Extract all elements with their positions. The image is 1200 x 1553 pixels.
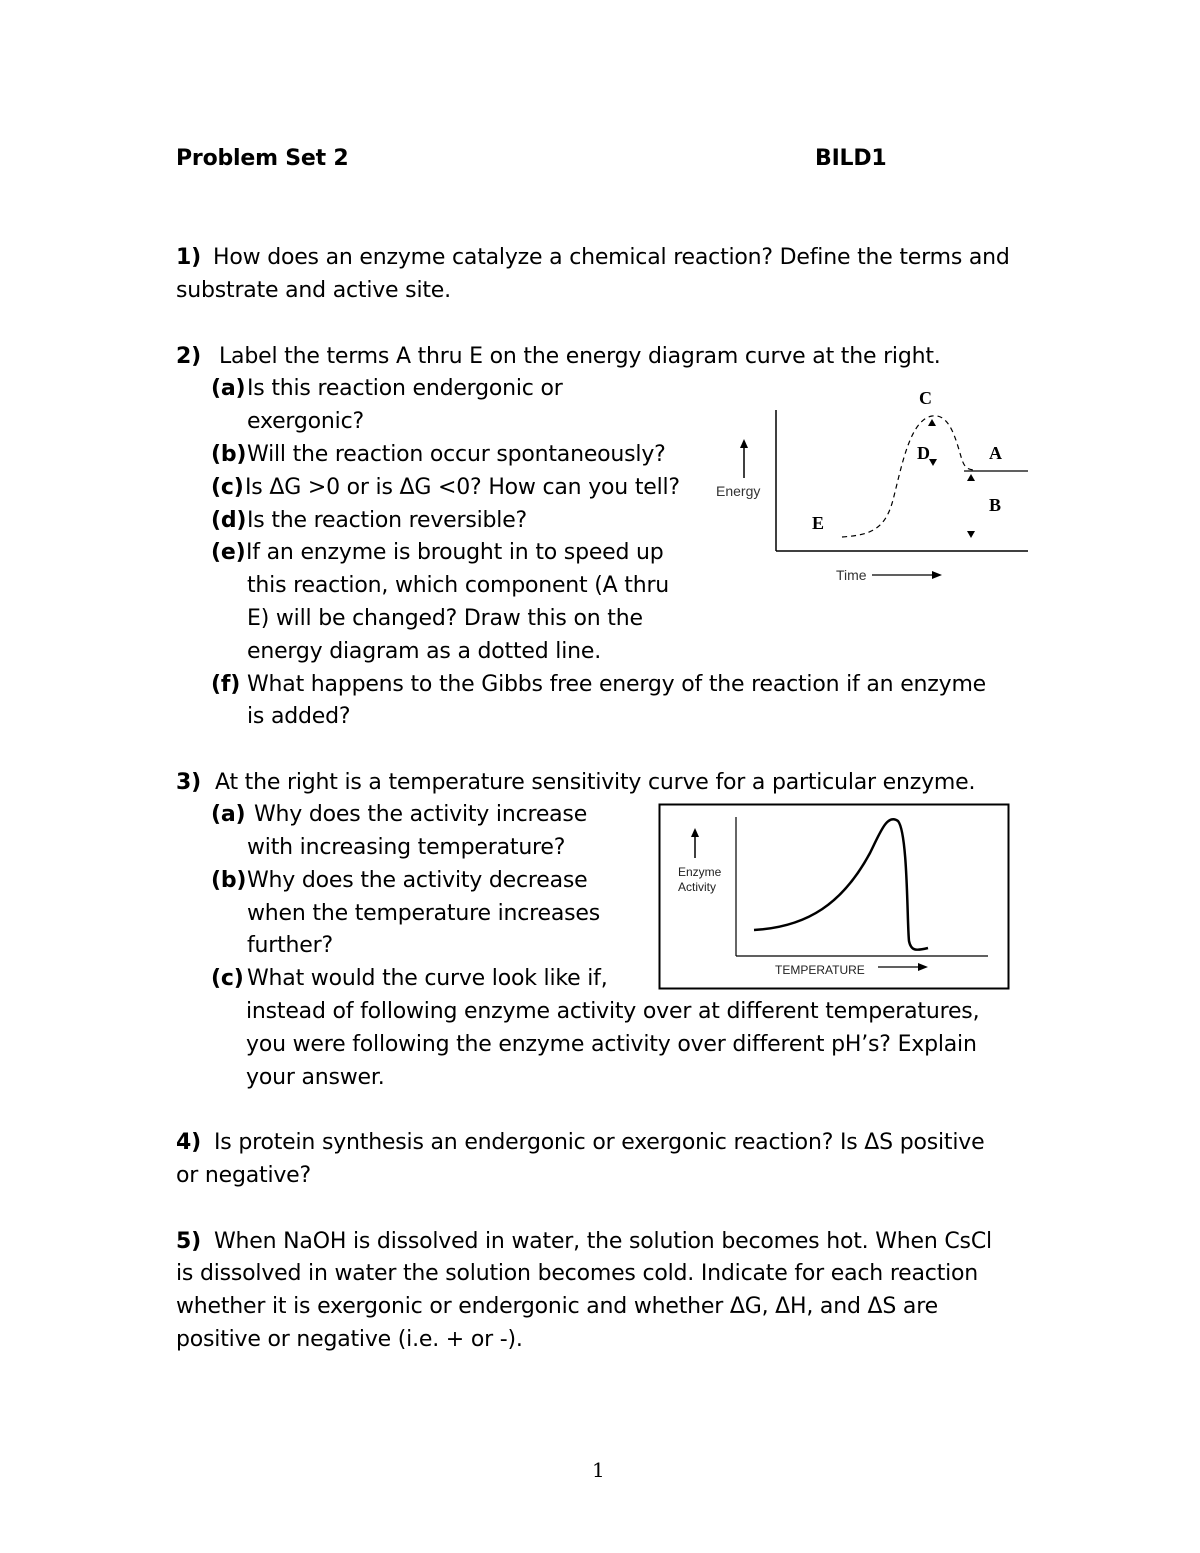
- part-label: (b): [211, 442, 247, 467]
- arrowhead-up: [928, 419, 936, 426]
- part-label: (f): [211, 672, 241, 697]
- part-text: is added?: [247, 704, 351, 729]
- part-text: when the temperature increases: [247, 901, 600, 926]
- label-d: D: [917, 443, 930, 463]
- part-text: What would the curve look like if,: [247, 966, 608, 991]
- course-code: BILD1: [815, 146, 887, 171]
- part-text: Will the reaction occur spontaneously?: [247, 442, 666, 467]
- part-text: you were following the enzyme activity over different pH’s? Explain: [246, 1032, 977, 1057]
- question-number: 2): [176, 344, 201, 369]
- part-text: exergonic?: [247, 409, 364, 434]
- part-text: instead of following enzyme activity over at different temperatures,: [246, 999, 980, 1024]
- part-text: What happens to the Gibbs free energy of the reaction if an enzyme: [247, 672, 987, 697]
- question-text: When NaOH is dissolved in water, the solution becomes hot. When CsCl: [214, 1229, 992, 1254]
- energy-diagram: [700, 380, 1040, 590]
- label-e: E: [812, 513, 825, 533]
- label-c: C: [919, 388, 932, 408]
- part-text: energy diagram as a dotted line.: [247, 639, 602, 664]
- question-text: or negative?: [176, 1163, 311, 1188]
- arrowhead-up: [967, 474, 975, 481]
- question-number: 4): [176, 1130, 201, 1155]
- arrowhead-down: [967, 531, 975, 538]
- arrowhead-down: [929, 459, 937, 466]
- question-text: positive or negative (i.e. + or -).: [176, 1327, 523, 1352]
- question-number: 1): [176, 245, 201, 270]
- label-b: B: [989, 495, 1002, 515]
- question-number: 5): [176, 1229, 201, 1254]
- part-text: your answer.: [246, 1065, 385, 1090]
- part-text: E) will be changed? Draw this on the: [247, 606, 643, 631]
- part-text: further?: [247, 933, 333, 958]
- part-text: If an enzyme is brought in to speed up: [246, 540, 664, 565]
- part-text: Why does the activity increase: [254, 802, 588, 827]
- part-text: Is ΔG >0 or is ΔG <0? How can you tell?: [245, 475, 680, 500]
- page-number: 1: [592, 1458, 605, 1482]
- part-text: Is the reaction reversible?: [247, 508, 528, 533]
- part-text: Is this reaction endergonic or: [247, 376, 563, 401]
- page-title: Problem Set 2: [176, 146, 349, 171]
- part-label: (c): [211, 475, 244, 500]
- part-text: Why does the activity decrease: [247, 868, 588, 893]
- time-arrow-head: [932, 571, 942, 579]
- energy-axis-label: Energy: [716, 483, 761, 499]
- question-text: Label the terms A thru E on the energy diagram curve at the right.: [219, 344, 941, 369]
- reaction-curve: [842, 416, 976, 537]
- figure-border: [660, 805, 1009, 989]
- question-text: substrate and active site.: [176, 278, 451, 303]
- question-text: Is protein synthesis an endergonic or exergonic reaction? Is ΔS positive: [214, 1130, 985, 1155]
- part-text: with increasing temperature?: [247, 835, 566, 860]
- part-label: (a): [211, 376, 246, 401]
- part-label: (d): [211, 508, 247, 533]
- question-text: How does an enzyme catalyze a chemical reaction? Define the terms and: [213, 245, 1010, 270]
- time-axis-label: Time: [836, 567, 867, 583]
- question-text: At the right is a temperature sensitivity curve for a particular enzyme.: [215, 770, 976, 795]
- question-text: is dissolved in water the solution becomes cold. Indicate for each reaction: [176, 1261, 979, 1286]
- part-label: (c): [211, 966, 244, 991]
- label-a: A: [989, 443, 1002, 463]
- part-label: (b): [211, 868, 247, 893]
- question-number: 3): [176, 770, 201, 795]
- temperature-curve-figure: [658, 803, 1013, 993]
- y-axis-label: Enzyme: [678, 865, 722, 879]
- question-text: whether it is exergonic or endergonic and whether ΔG, ΔH, and ΔS are: [176, 1294, 938, 1319]
- y-axis-label: Activity: [678, 880, 717, 894]
- x-axis-label: TEMPERATURE: [775, 963, 865, 977]
- energy-arrow-head: [740, 439, 748, 448]
- part-text: this reaction, which component (A thru: [247, 573, 670, 598]
- part-label: (e): [211, 540, 246, 565]
- part-label: (a): [211, 802, 246, 827]
